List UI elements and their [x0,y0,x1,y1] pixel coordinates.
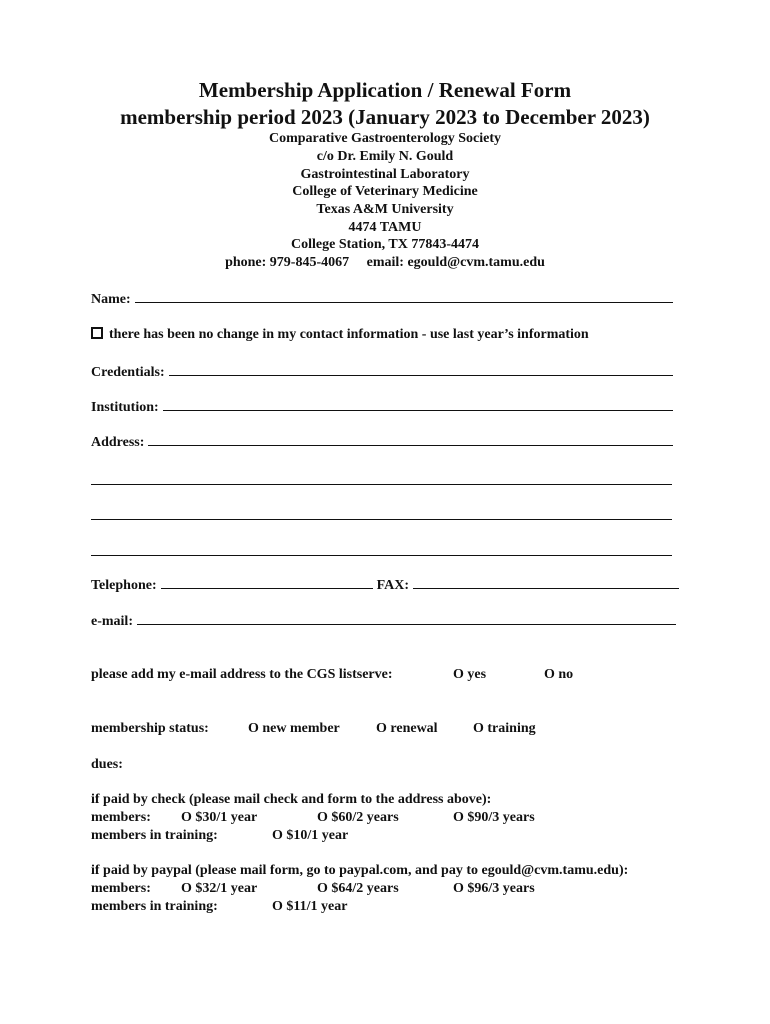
paypal-3-year-option[interactable]: O $96/3 years [453,881,535,896]
credentials-row [91,363,673,382]
phone-number: phone: 979-845-4067 [225,255,350,270]
paypal-training-label: members in training: [91,899,218,914]
institution-row [91,398,673,417]
credentials-label: Credentials: [91,365,165,380]
address-field-line4[interactable] [91,555,672,556]
name-label: Name: [91,292,131,307]
name-field[interactable] [135,290,673,303]
paypal-heading: if paid by paypal (please mail form, go to paypal.com, and pay to egould@cvm.tamu.edu): [91,863,629,878]
email-label: e-mail: [91,614,133,629]
status-renewal-option[interactable]: O renewal [376,721,438,736]
laboratory: Gastrointestinal Laboratory [300,167,470,182]
form-title: Membership Application / Renewal Form [198,78,572,102]
contact-email: email: egould@cvm.tamu.edu [366,255,545,270]
telephone-label: Telephone: [91,578,157,593]
email-field[interactable] [137,612,676,625]
paypal-training-option[interactable]: O $11/1 year [272,899,348,914]
email-row [91,612,676,631]
fax-field[interactable] [413,576,679,589]
check-training-option[interactable]: O $10/1 year [272,828,349,843]
listserve-question: please add my e-mail address to the CGS listserve: [91,667,393,682]
listserve-no-option[interactable]: O no [544,667,574,682]
name-row [91,290,673,309]
fax-label: FAX: [376,578,410,593]
no-change-row [91,326,589,344]
paypal-2-year-option[interactable]: O $64/2 years [317,881,399,896]
university: Texas A&M University [316,202,454,217]
check-heading: if paid by check (please mail check and form to the address above): [91,792,492,807]
address-row [91,433,673,452]
check-2-year-option[interactable]: O $60/2 years [317,810,399,825]
status-training-option[interactable]: O training [473,721,536,736]
address-field-line3[interactable] [91,519,672,520]
address-label: Address: [91,435,145,450]
dues-label: dues: [91,757,123,772]
care-of: c/o Dr. Emily N. Gould [316,149,454,164]
membership-status-label: membership status: [91,721,209,736]
check-training-label: members in training: [91,828,218,843]
society-name: Comparative Gastroenterology Society [269,131,501,146]
no-change-label: there has been no change in my contact information - use last year’s information [109,327,589,342]
contact-line [0,254,770,272]
listserve-yes-option[interactable]: O yes [453,667,487,682]
status-new-member-option[interactable]: O new member [248,721,340,736]
paypal-members-label: members: [91,881,151,896]
city-state-zip: College Station, TX 77843-4474 [291,237,479,252]
no-change-checkbox[interactable] [91,327,103,339]
credentials-field[interactable] [169,363,673,376]
institution-field[interactable] [163,398,673,411]
check-3-year-option[interactable]: O $90/3 years [453,810,535,825]
paypal-1-year-option[interactable]: O $32/1 year [181,881,258,896]
check-1-year-option[interactable]: O $30/1 year [181,810,258,825]
address-field-line1[interactable] [148,433,673,446]
check-members-label: members: [91,810,151,825]
phone-fax-row [91,576,679,595]
mailstop: 4474 TAMU [348,220,422,235]
institution-label: Institution: [91,400,159,415]
address-field-line2[interactable] [91,484,672,485]
telephone-field[interactable] [161,576,373,589]
membership-period: membership period 2023 (January 2023 to December 2023) [120,105,650,129]
college: College of Veterinary Medicine [292,184,478,199]
